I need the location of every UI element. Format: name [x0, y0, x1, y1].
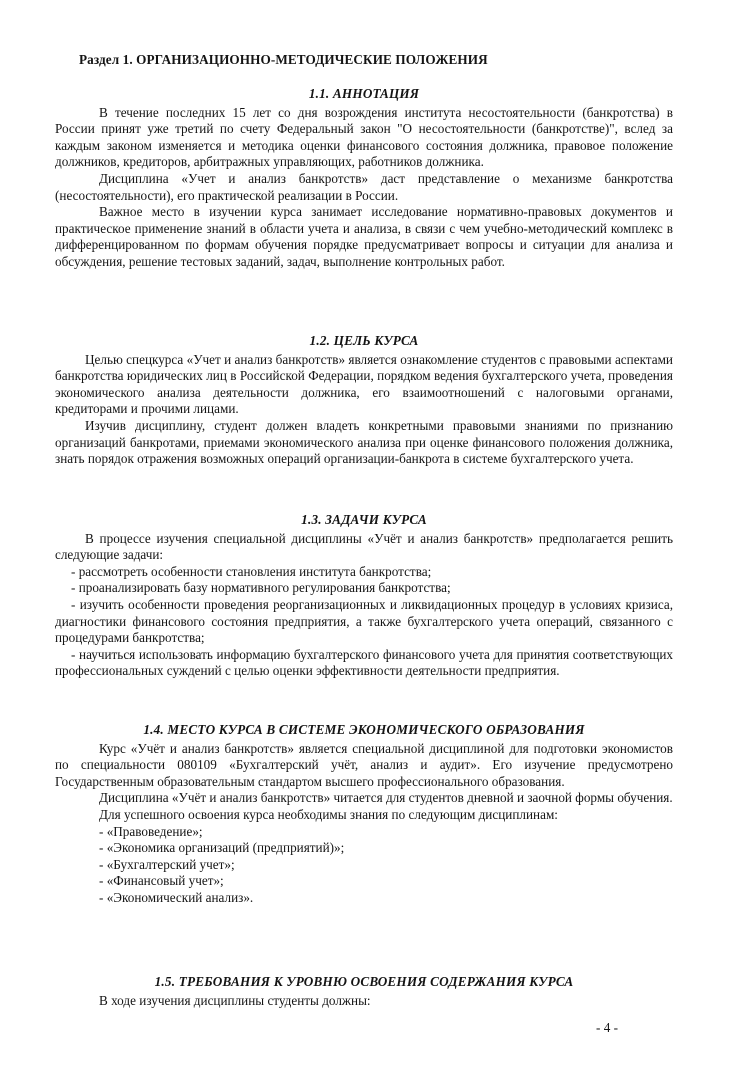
part-title: Раздел 1. ОРГАНИЗАЦИОННО-МЕТОДИЧЕСКИЕ ПОЛОЖЕНИЯ	[79, 52, 488, 67]
section-title-requirements: 1.5. ТРЕБОВАНИЯ К УРОВНЮ ОСВОЕНИЯ СОДЕРЖАНИЯ КУРСА	[154, 974, 574, 989]
tasks-list	[55, 564, 673, 680]
paragraph: Целью спецкурса «Учет и анализ банкротств» является ознакомление студентов с правовыми аспектами банкротства юридических лиц в Российской Федерации, порядком ведения бухгалтерского учета, проведения экономического анализа деятельности должника, его взаимоотношений с налоговыми органами, кредиторами и прочими лицами.	[55, 351, 673, 417]
section-tasks	[55, 512, 673, 680]
paragraph: Дисциплина «Учёт и анализ банкротств» читается для студентов дневной и заочной формы обучения.	[99, 790, 673, 806]
list-item: - изучить особенности проведения реорганизационных и ликвидационных процедур в условиях кризиса, диагностики финансового состояния предприятия, а также бухгалтерского учета операций, связанного с процедурами банкротства;	[55, 596, 673, 646]
list-item: - «Правоведение»;	[99, 823, 203, 839]
section-title-place: 1.4. МЕСТО КУРСА В СИСТЕМЕ ЭКОНОМИЧЕСКОГО ОБРАЗОВАНИЯ	[143, 722, 585, 737]
list-item: - научиться использовать информацию бухгалтерского финансового учета для принятия соответствующих профессиональных суждений с целью оценки эффективности деятельности предприятия.	[55, 646, 673, 679]
section-goal	[55, 333, 673, 468]
paragraph: В течение последних 15 лет со дня возрождения института несостоятельности (банкротства) в России принят уже третий по счету Федеральный закон "О несостоятельности (банкротстве)", вслед за каждым законом изменяется и методика оценки финансового состояния должника, правовое положение должников, кредиторов, арбитражных управляющих, работников должника.	[55, 104, 673, 170]
paragraph: Дисциплина «Учет и анализ банкротств» даст представление о механизме банкротства (несостоятельности), его практической реализации в России.	[55, 170, 673, 203]
section-annotation	[55, 86, 673, 271]
list-item: - «Финансовый учет»;	[99, 873, 224, 889]
prerequisites-list	[55, 824, 673, 907]
paragraph: В ходе изучения дисциплины студенты должны:	[99, 992, 371, 1008]
list-item: - «Бухгалтерский учет»;	[99, 856, 235, 872]
paragraph: Изучив дисциплину, студент должен владеть конкретными правовыми знаниями по признанию организаций банкротами, приемами экономического анализа при оценке финансового положения должника, знать порядок отражения возможных операций организации-банкрота в системе бухгалтерского учета.	[55, 417, 673, 467]
section-title-tasks: 1.3. ЗАДАЧИ КУРСА	[301, 512, 427, 527]
paragraph: Курс «Учёт и анализ банкротств» является специальной дисциплиной для подготовки экономистов по специальности 080109 «Бухгалтерский учёт, анализ и аудит». Его изучение предусмотрено Государственным образовательным стандартом высшего профессионального образования.	[55, 740, 673, 789]
list-item: - «Экономический анализ».	[99, 889, 254, 905]
section-requirements	[55, 974, 673, 1009]
list-item: - рассмотреть особенности становления института банкротства;	[71, 563, 432, 579]
list-item: - проанализировать базу нормативного регулирования банкротства;	[71, 580, 451, 596]
paragraph: Важное место в изучении курса занимает исследование нормативно-правовых документов и практическое применение знаний в области учета и анализа, в связи с чем учебно-методический комплекс в дифференцированном по формам обучения порядке предусматривает вопросы и ситуации для анализа и обсуждения, решение тестовых заданий, задач, выполнение контрольных работ.	[55, 204, 673, 269]
paragraph: Для успешного освоения курса необходимы знания по следующим дисциплинам:	[99, 806, 558, 822]
section-title-annotation: 1.1. АННОТАЦИЯ	[308, 86, 420, 101]
paragraph: В процессе изучения специальной дисциплины «Учёт и анализ банкротств» предполагается решить следующие задачи:	[55, 530, 673, 563]
section-place	[55, 722, 673, 907]
list-item: - «Экономика организаций (предприятий)»;	[99, 840, 345, 856]
section-title-goal: 1.2. ЦЕЛЬ КУРСА	[309, 333, 419, 348]
page-number: - 4 -	[596, 1020, 618, 1035]
